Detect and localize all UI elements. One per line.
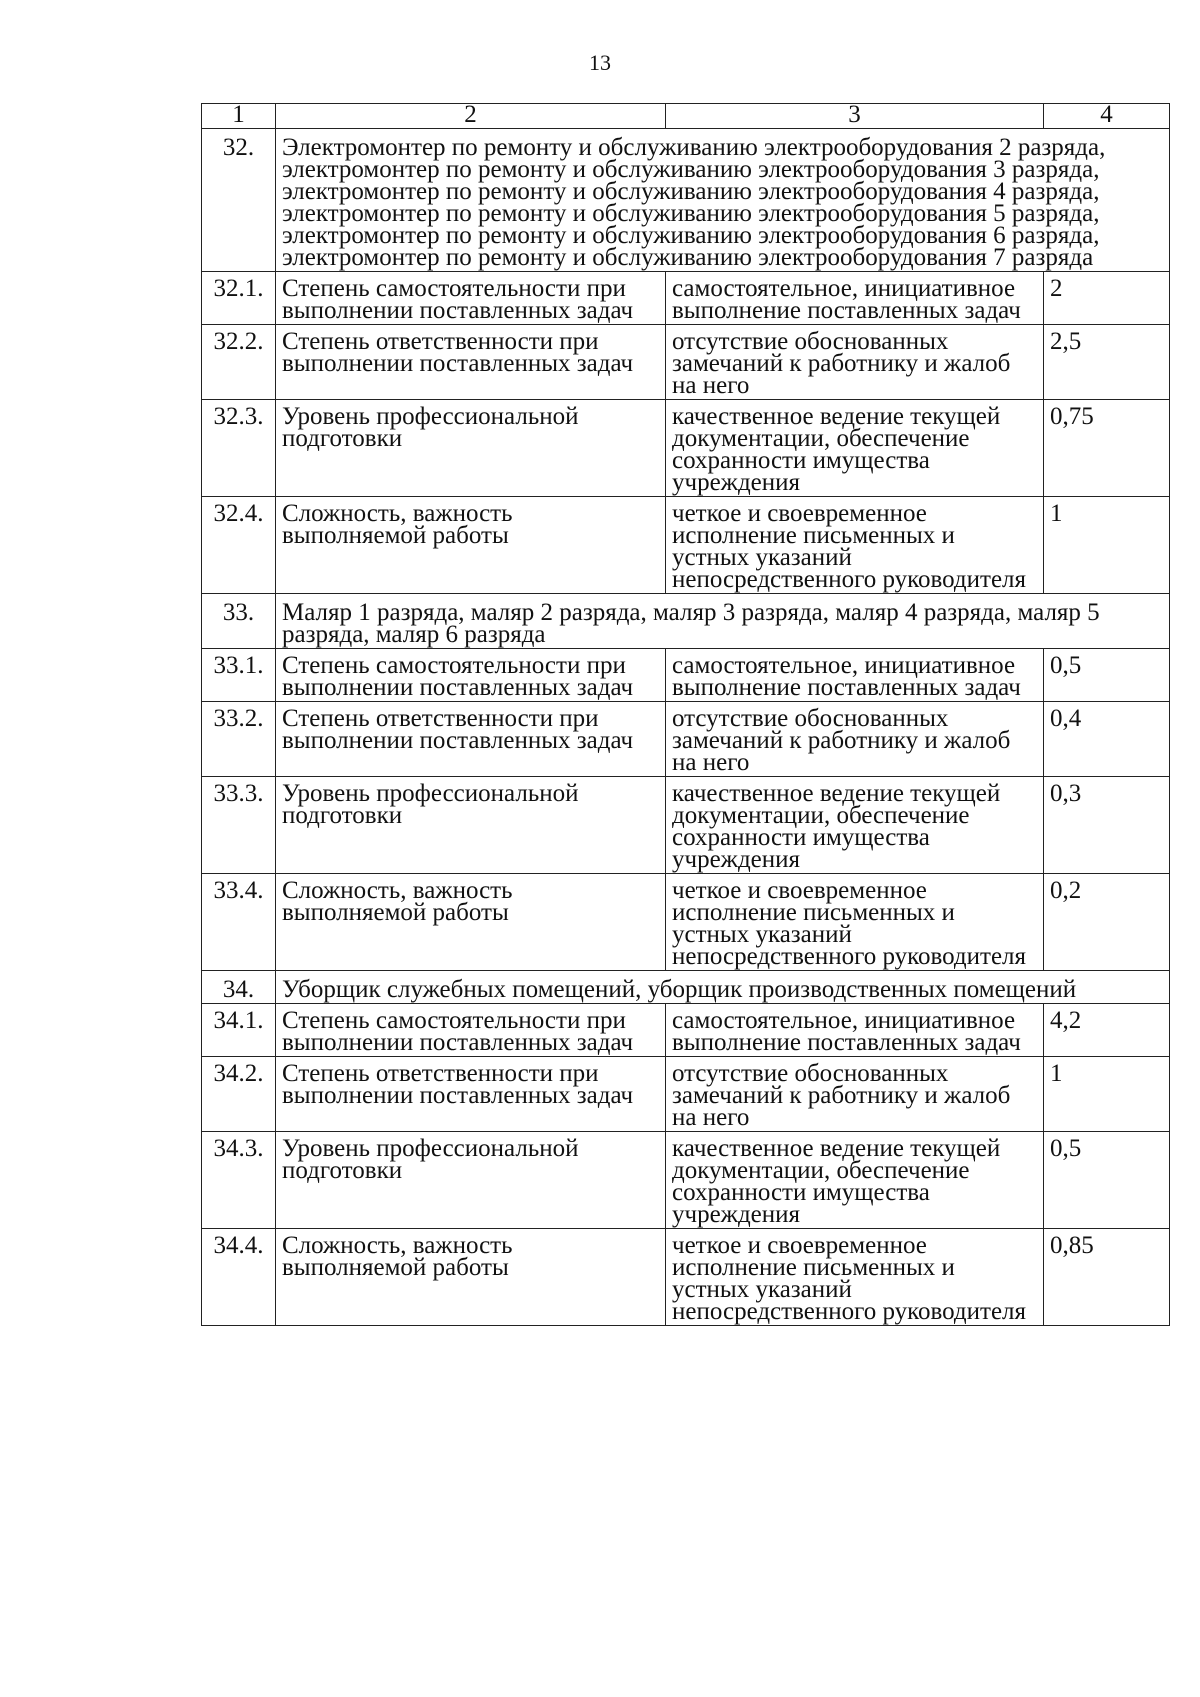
table-row — [202, 1132, 1170, 1229]
value-cell: 0,5 — [1044, 649, 1170, 702]
table-row — [202, 702, 1170, 777]
indicator-cell: отсутствие обоснованных замечаний к работнику и жалоб на него — [666, 702, 1044, 777]
indicator-cell: отсутствие обоснованных замечаний к работнику и жалоб на него — [666, 1057, 1044, 1132]
table-row — [202, 649, 1170, 702]
criterion-cell: Степень самостоятельности при выполнении поставленных задач — [276, 272, 666, 325]
indicator-cell: четкое и своевременное исполнение письменных и устных указаний непосредственного руководителя — [666, 1229, 1044, 1326]
criterion-cell: Степень ответственности при выполнении поставленных задач — [276, 325, 666, 400]
row-number: 34.3. — [202, 1132, 276, 1229]
column-header-3: 3 — [666, 104, 1044, 129]
indicator-cell: самостоятельное, инициативное выполнение поставленных задач — [666, 1004, 1044, 1057]
criteria-table-body — [202, 101, 1170, 1326]
indicator-cell: отсутствие обоснованных замечаний к работнику и жалоб на него — [666, 325, 1044, 400]
row-number: 34.4. — [202, 1229, 276, 1326]
section-title: Электромонтер по ремонту и обслуживанию электрооборудования 2 разряда, электромонтер по ремонту и обслуживанию электрооборудования 3 разряда, электромонтер по ремонту и обслуживанию электрооборудования 4 разряда, электромонтер по ремонту и обслуживанию электрооборудования 5 разряда, электромонтер по ремонту и обслуживанию электрооборудования 6 разряда, электромонтер по ремонту и обслуживанию электрооборудования 7 разряда — [276, 129, 1170, 272]
value-cell: 1 — [1044, 1057, 1170, 1132]
value-cell: 1 — [1044, 497, 1170, 594]
criterion-cell: Сложность, важность выполняемой работы — [276, 497, 666, 594]
indicator-cell: четкое и своевременное исполнение письменных и устных указаний непосредственного руководителя — [666, 497, 1044, 594]
criterion-cell: Сложность, важность выполняемой работы — [276, 1229, 666, 1326]
section-number: 33. — [202, 594, 276, 649]
section-number: 34. — [202, 971, 276, 1004]
value-cell: 0,2 — [1044, 874, 1170, 971]
criteria-table — [201, 103, 1170, 1326]
criterion-cell: Степень ответственности при выполнении поставленных задач — [276, 702, 666, 777]
row-number: 33.3. — [202, 777, 276, 874]
table-row — [202, 400, 1170, 497]
indicator-cell: качественное ведение текущей документации, обеспечение сохранности имущества учреждения — [666, 400, 1044, 497]
indicator-cell: четкое и своевременное исполнение письменных и устных указаний непосредственного руководителя — [666, 874, 1044, 971]
row-number: 33.4. — [202, 874, 276, 971]
indicator-cell: качественное ведение текущей документации, обеспечение сохранности имущества учреждения — [666, 777, 1044, 874]
column-header-1: 1 — [202, 104, 276, 129]
row-number: 34.1. — [202, 1004, 276, 1057]
criterion-cell: Степень самостоятельности при выполнении поставленных задач — [276, 649, 666, 702]
section-title: Маляр 1 разряда, маляр 2 разряда, маляр 3 разряда, маляр 4 разряда, маляр 5 разряда, маляр 6 разряда — [276, 594, 1170, 649]
row-number: 32.2. — [202, 325, 276, 400]
criterion-cell: Уровень профессиональной подготовки — [276, 1132, 666, 1229]
table-row — [202, 777, 1170, 874]
row-number: 34.2. — [202, 1057, 276, 1132]
indicator-cell: самостоятельное, инициативное выполнение поставленных задач — [666, 649, 1044, 702]
criterion-cell: Уровень профессиональной подготовки — [276, 400, 666, 497]
section-row — [202, 129, 1170, 272]
table-row — [202, 1004, 1170, 1057]
section-number: 32. — [202, 129, 276, 272]
section-row — [202, 971, 1170, 1004]
row-number: 33.1. — [202, 649, 276, 702]
column-number-header-row — [202, 104, 1170, 129]
value-cell: 0,5 — [1044, 1132, 1170, 1229]
value-cell: 2,5 — [1044, 325, 1170, 400]
criterion-cell: Степень ответственности при выполнении поставленных задач — [276, 1057, 666, 1132]
indicator-cell: качественное ведение текущей документации, обеспечение сохранности имущества учреждения — [666, 1132, 1044, 1229]
criterion-cell: Уровень профессиональной подготовки — [276, 777, 666, 874]
value-cell: 0,3 — [1044, 777, 1170, 874]
section-title: Уборщик служебных помещений, уборщик производственных помещений — [276, 971, 1170, 1004]
table-row — [202, 325, 1170, 400]
criterion-cell: Сложность, важность выполняемой работы — [276, 874, 666, 971]
row-number: 32.4. — [202, 497, 276, 594]
section-row — [202, 594, 1170, 649]
criterion-cell: Степень самостоятельности при выполнении поставленных задач — [276, 1004, 666, 1057]
table-row — [202, 497, 1170, 594]
row-number: 32.1. — [202, 272, 276, 325]
value-cell: 0,85 — [1044, 1229, 1170, 1326]
table-row — [202, 1057, 1170, 1132]
table-row — [202, 1229, 1170, 1326]
indicator-cell: самостоятельное, инициативное выполнение поставленных задач — [666, 272, 1044, 325]
table-row — [202, 272, 1170, 325]
row-number: 33.2. — [202, 702, 276, 777]
table-row — [202, 874, 1170, 971]
page-number: 13 — [589, 50, 611, 75]
value-cell: 0,4 — [1044, 702, 1170, 777]
value-cell: 2 — [1044, 272, 1170, 325]
column-header-4: 4 — [1044, 104, 1170, 129]
value-cell: 4,2 — [1044, 1004, 1170, 1057]
column-header-2: 2 — [276, 104, 666, 129]
value-cell: 0,75 — [1044, 400, 1170, 497]
row-number: 32.3. — [202, 400, 276, 497]
